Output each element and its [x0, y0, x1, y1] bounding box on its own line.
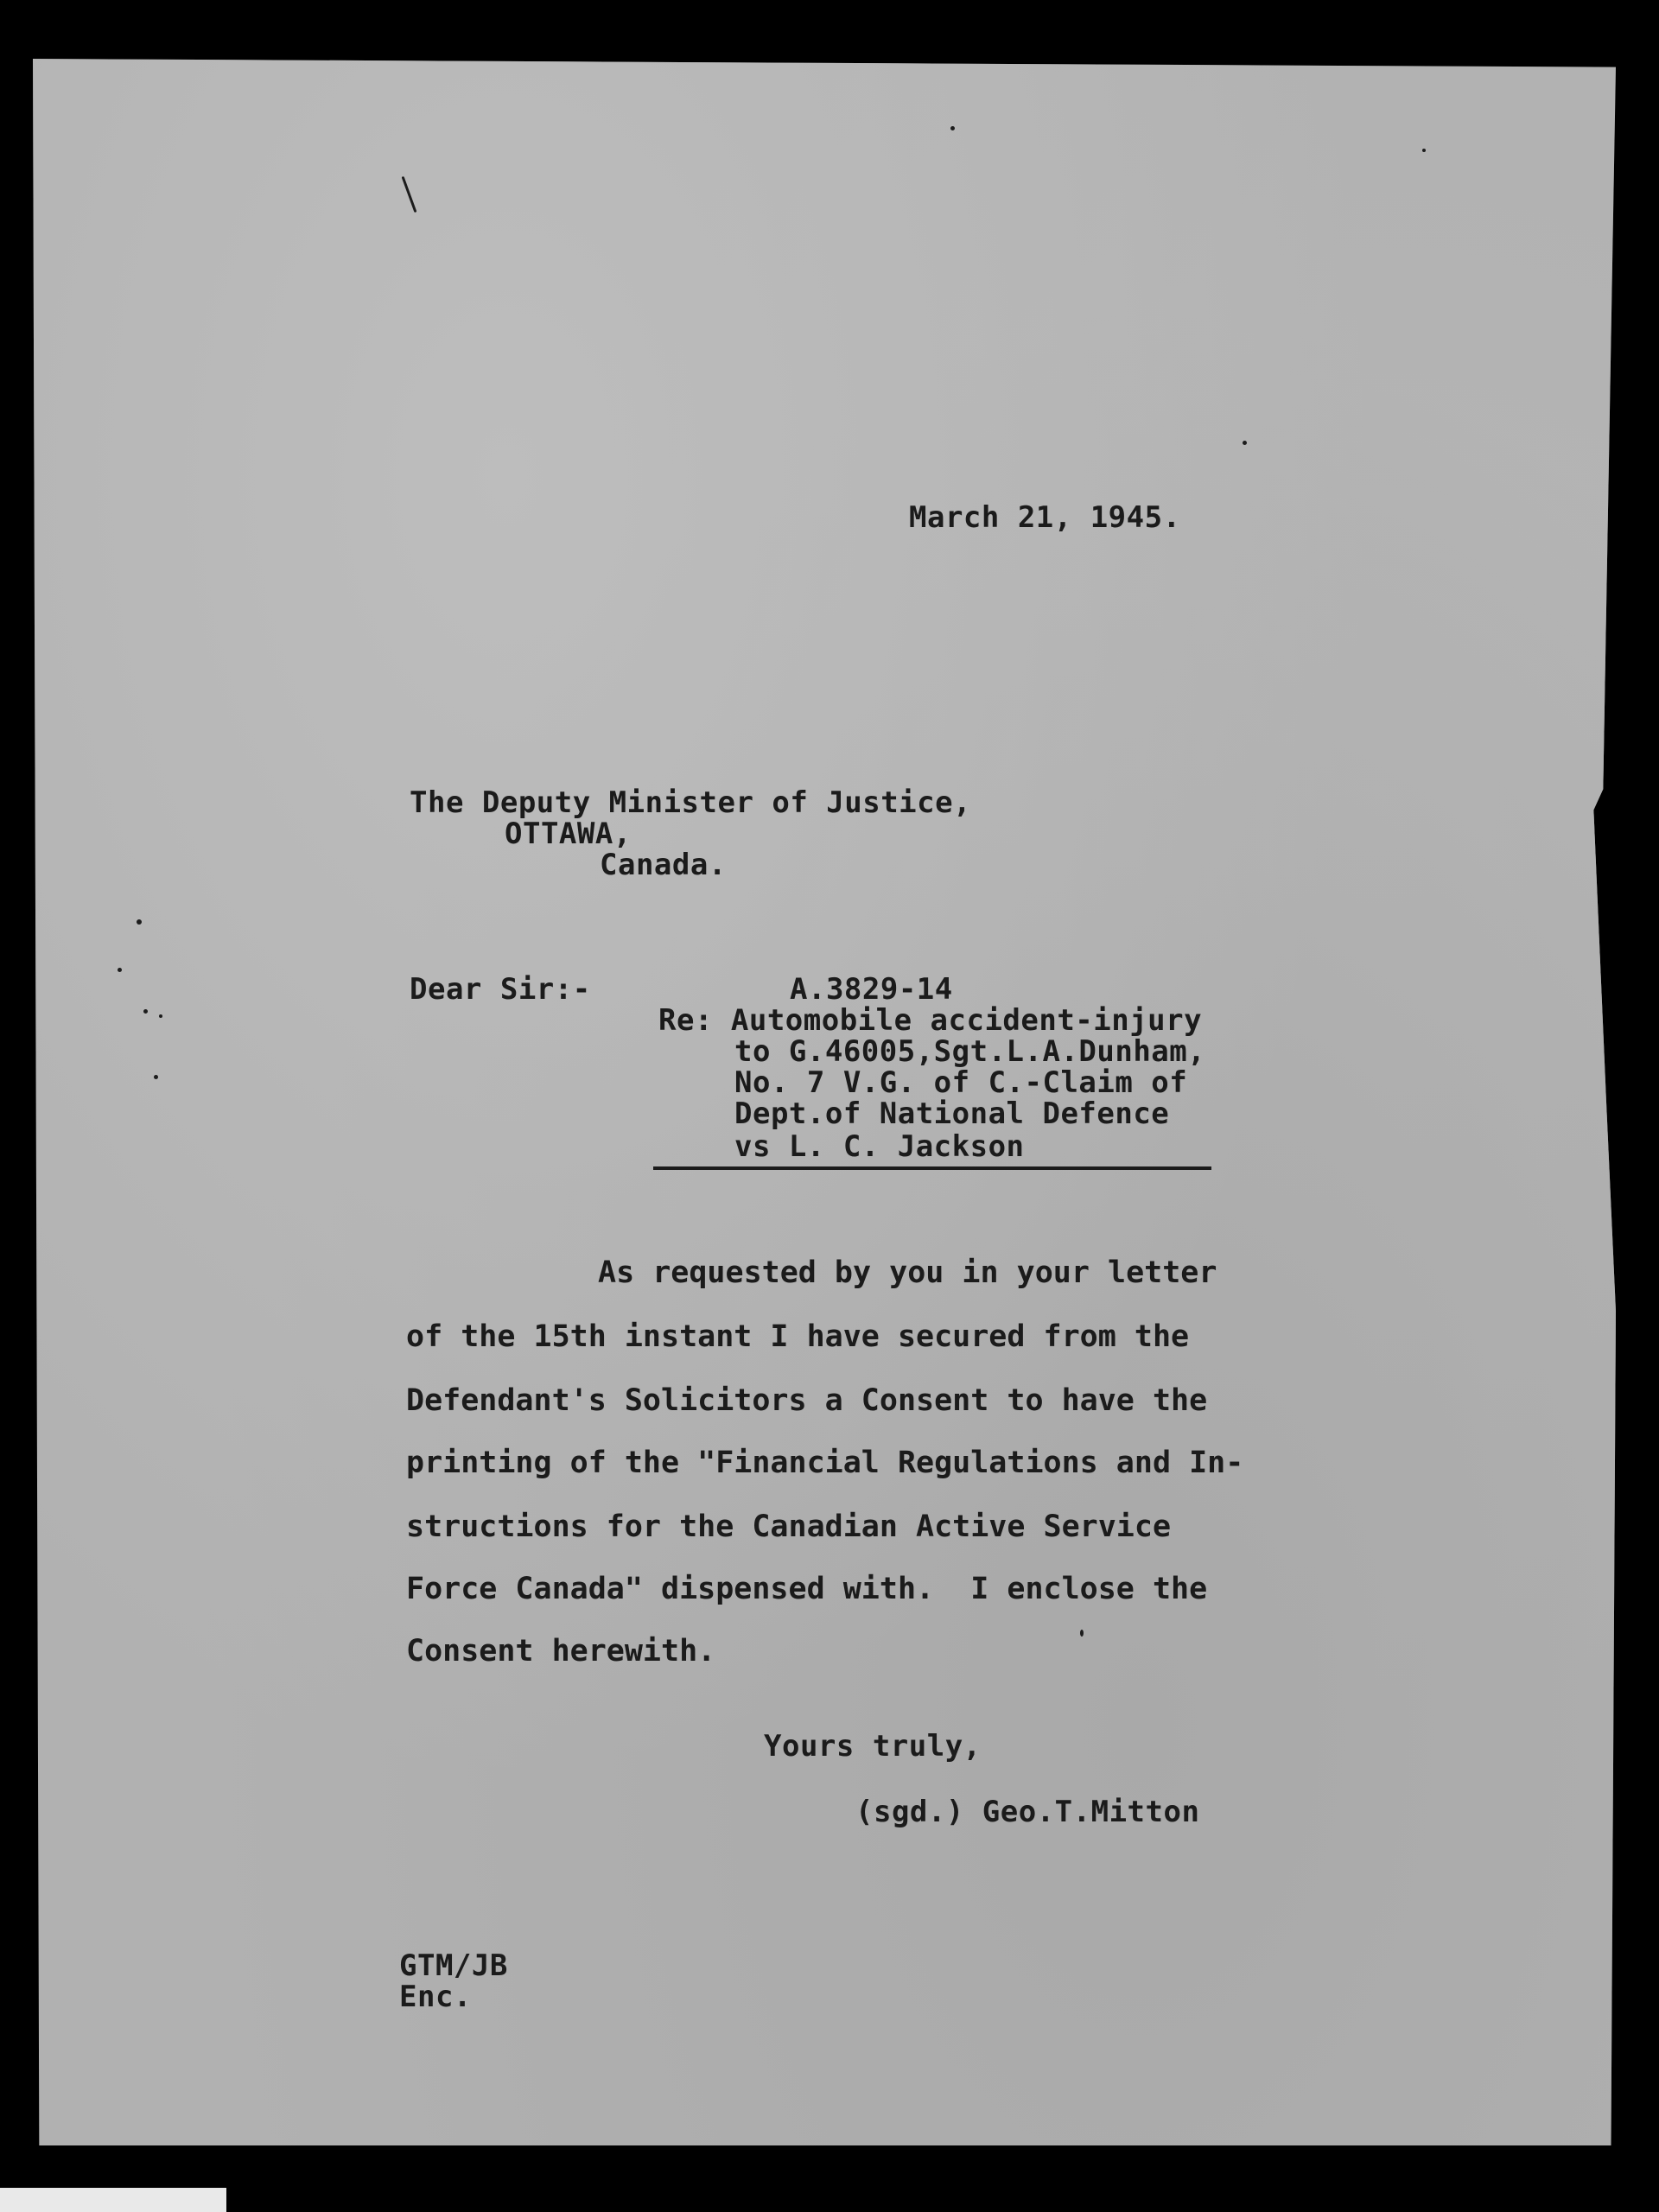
speck-mark: [137, 919, 142, 925]
speck-mark: [1422, 149, 1426, 152]
speck-mark: [159, 1014, 162, 1018]
subject-line-5: vs L. C. Jackson: [734, 1129, 1025, 1164]
body-line-4: printing of the "Financial Regulations and In-: [406, 1446, 1244, 1480]
speck-mark: [1243, 441, 1247, 445]
file-number: A.3829-14: [790, 972, 953, 1007]
speck-mark: [1080, 1630, 1084, 1637]
subject-line-3: No. 7 V.G. of C.-Claim of: [734, 1065, 1188, 1100]
subject-line-4: Dept.of National Defence: [734, 1096, 1170, 1131]
reference-initials: GTM/JB: [399, 1948, 508, 1983]
speck-mark: [950, 126, 955, 130]
salutation: Dear Sir:-: [410, 972, 591, 1007]
speck-mark: [118, 968, 122, 972]
letter-date: March 21, 1945.: [909, 500, 1181, 535]
body-line-7: Consent herewith.: [406, 1634, 716, 1669]
signature-line: (sgd.) Geo.T.Mitton: [855, 1795, 1200, 1829]
recipient-line-2: OTTAWA,: [505, 817, 632, 851]
body-line-5: structions for the Canadian Active Service: [406, 1510, 1172, 1544]
body-line-2: of the 15th instant I have secured from the: [406, 1319, 1190, 1354]
recipient-line-1: The Deputy Minister of Justice,: [410, 785, 972, 820]
subject-line-2: to G.46005,Sgt.L.A.Dunham,: [734, 1034, 1206, 1069]
scan-corner-label: [0, 2188, 226, 2212]
recipient-line-3: Canada.: [600, 848, 727, 882]
speck-mark: [143, 1009, 148, 1014]
subject-underline: [653, 1166, 1211, 1170]
closing: Yours truly,: [764, 1729, 982, 1764]
speck-mark: [402, 176, 417, 213]
body-line-6: Force Canada" dispensed with. I enclose the: [406, 1572, 1208, 1606]
speck-mark: [154, 1075, 158, 1079]
enclosure-note: Enc.: [399, 1980, 472, 2014]
body-line-3: Defendant's Solicitors a Consent to have the: [406, 1383, 1208, 1418]
subject-line-1: Re: Automobile accident-injury: [658, 1003, 1203, 1038]
body-line-1: As requested by you in your letter: [598, 1255, 1217, 1290]
